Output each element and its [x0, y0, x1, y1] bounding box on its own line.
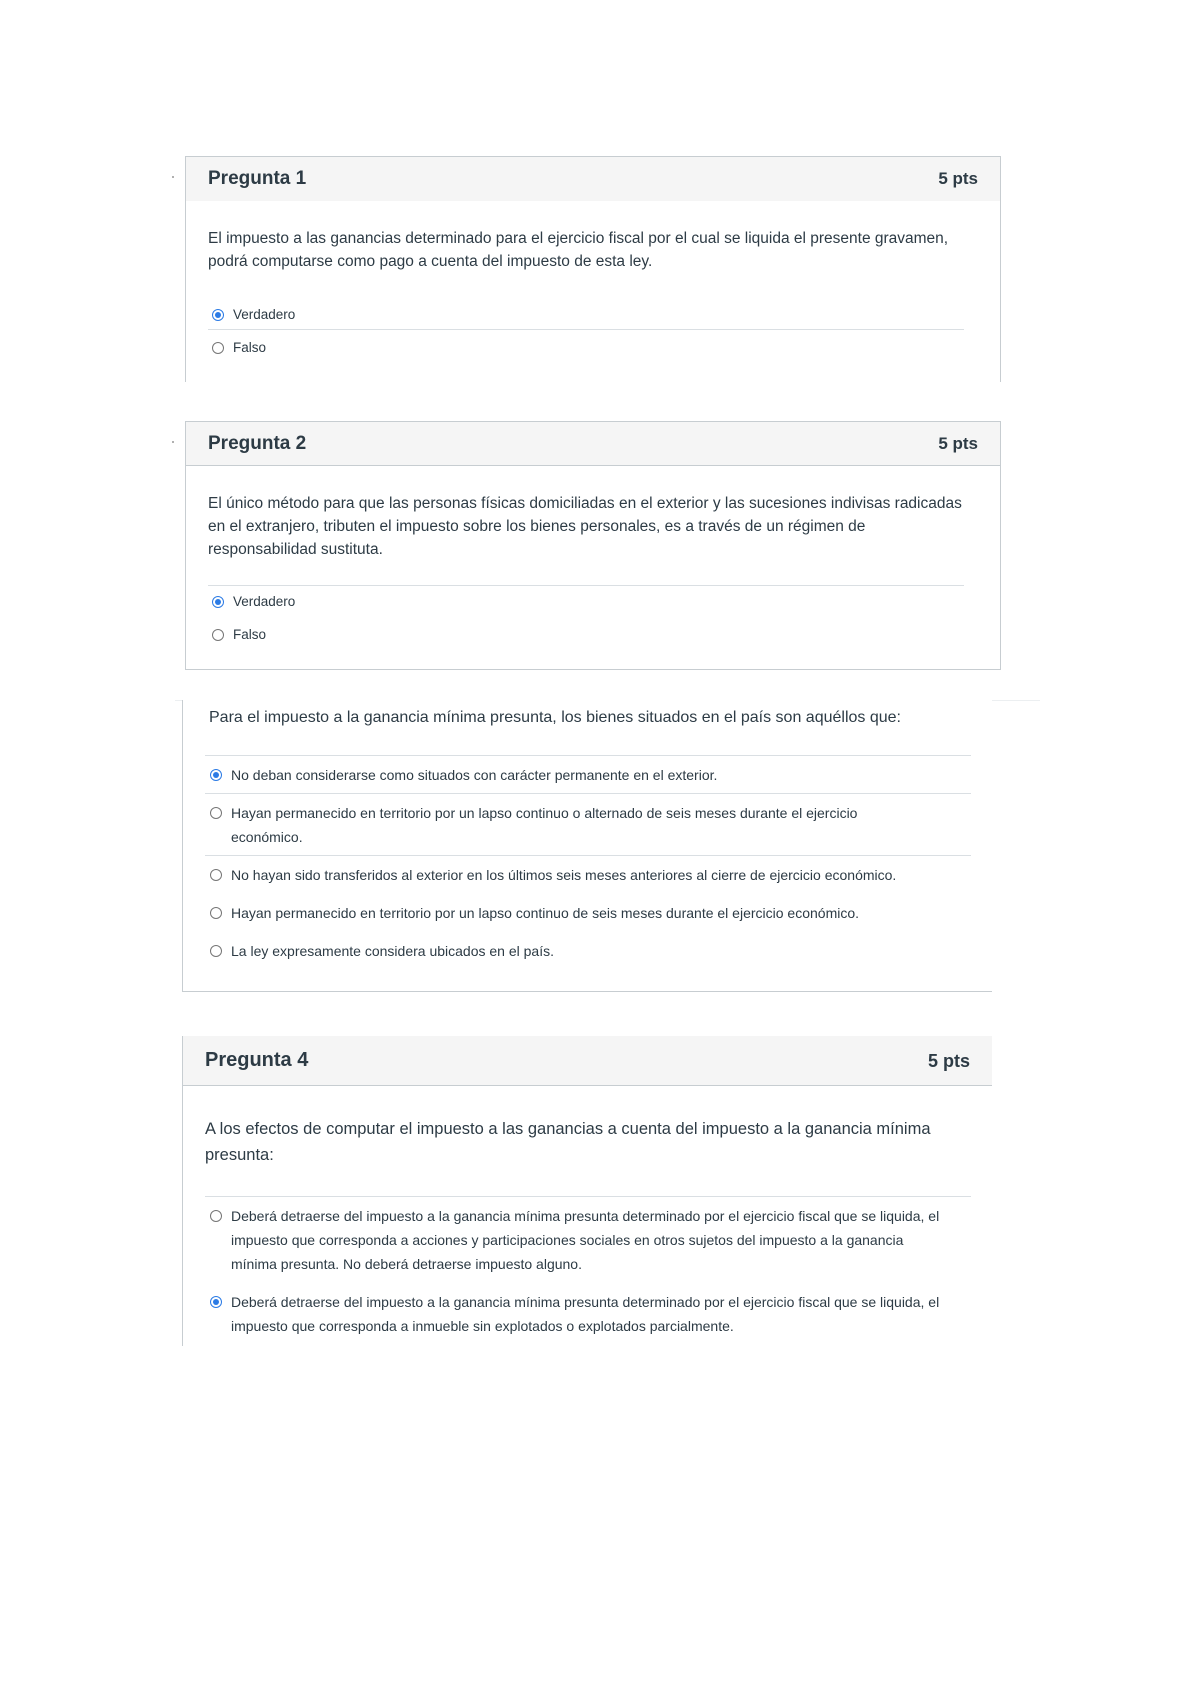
question-card-3 [182, 700, 992, 992]
answer-label: La ley expresamente considera ubicados en el país. [231, 943, 554, 959]
radio-selected-icon[interactable] [212, 309, 224, 321]
question-text: Para el impuesto a la ganancia mínima presunta, los bienes situados en el país son aquéllos que: [209, 709, 901, 726]
answer-option[interactable] [212, 336, 952, 360]
question-header [186, 157, 1000, 201]
answer-divider [205, 755, 971, 756]
question-text: A los efectos de computar el impuesto a las ganancias a cuenta del impuesto a la ganancia mínima presunta: [205, 1120, 931, 1164]
question-card-4 [182, 1036, 992, 1346]
answer-label: Deberá detraerse del impuesto a la ganancia mínima presunta determinado por el ejercicio fiscal que se liquida, el impuesto que corresponda a acciones y participaciones sociales en otros sujetos del impuesto a la ganancia mínima presunta. No deberá detraerse impuesto alguno. [231, 1208, 940, 1272]
question-header [183, 1036, 992, 1086]
radio-unselected-icon[interactable] [210, 945, 222, 957]
answer-option[interactable] [210, 1290, 950, 1338]
question-points: 5 pts [938, 434, 978, 453]
answer-label: Hayan permanecido en territorio por un lapso continuo de seis meses durante el ejercicio económico. [231, 905, 860, 921]
answer-label: Hayan permanecido en territorio por un lapso continuo o alternado de seis meses durante el ejercicio económico. [231, 805, 858, 845]
answer-divider [208, 329, 964, 330]
margin-mark [172, 176, 174, 178]
question-card-2 [185, 421, 1001, 670]
answer-divider [205, 855, 971, 856]
radio-unselected-icon[interactable] [210, 1210, 222, 1222]
radio-selected-icon[interactable] [212, 596, 224, 608]
question-title: Pregunta 2 [208, 433, 307, 454]
answer-label: Falso [233, 340, 267, 355]
answer-divider [205, 793, 971, 794]
answer-option[interactable] [210, 939, 970, 963]
answer-label: Verdadero [233, 594, 296, 609]
answer-option[interactable] [210, 863, 970, 887]
question-points: 5 pts [927, 1051, 970, 1071]
answer-option[interactable] [212, 303, 952, 327]
answer-option[interactable] [210, 1204, 950, 1276]
answer-label: No hayan sido transferidos al exterior en los últimos seis meses anteriores al cierre de ejercicio económico. [231, 867, 897, 883]
radio-selected-icon[interactable] [210, 1296, 222, 1308]
radio-selected-icon[interactable] [210, 769, 222, 781]
radio-unselected-icon[interactable] [210, 807, 222, 819]
answer-divider [208, 585, 964, 586]
question-text: El impuesto a las ganancias determinado para el ejercicio fiscal por el cual se liquida el presente gravamen, podrá computarse como pago a cuenta del impuesto de esta ley. [208, 230, 949, 270]
answer-option[interactable] [212, 623, 952, 647]
answer-divider [205, 1196, 971, 1197]
answer-label: Deberá detraerse del impuesto a la ganancia mínima presunta determinado por el ejercicio fiscal que se liquida, el impuesto que corresponda a inmueble sin explotados o explotados parcialmente. [231, 1294, 940, 1334]
question-text: El único método para que las personas físicas domiciliadas en el exterior y las sucesiones indivisas radicadas en el extranjero, tributen el impuesto sobre los bienes personales, es a través de un régimen de responsabilidad sustituta. [208, 495, 962, 558]
answer-option[interactable] [210, 801, 922, 849]
question-card-1 [185, 156, 1001, 382]
answer-label: No deban considerarse como situados con carácter permanente en el exterior. [231, 767, 718, 783]
radio-unselected-icon[interactable] [210, 907, 222, 919]
answer-option[interactable] [212, 590, 952, 614]
answer-option[interactable] [210, 763, 970, 787]
radio-unselected-icon[interactable] [212, 629, 224, 641]
answer-option[interactable] [210, 901, 970, 925]
question-points: 5 pts [938, 169, 978, 188]
question-title: Pregunta 1 [208, 168, 307, 189]
margin-mark [172, 441, 174, 443]
radio-unselected-icon[interactable] [212, 342, 224, 354]
question-header [186, 422, 1000, 466]
answer-label: Verdadero [233, 307, 296, 322]
radio-unselected-icon[interactable] [210, 869, 222, 881]
answer-label: Falso [233, 627, 267, 642]
question-title: Pregunta 4 [205, 1049, 309, 1071]
